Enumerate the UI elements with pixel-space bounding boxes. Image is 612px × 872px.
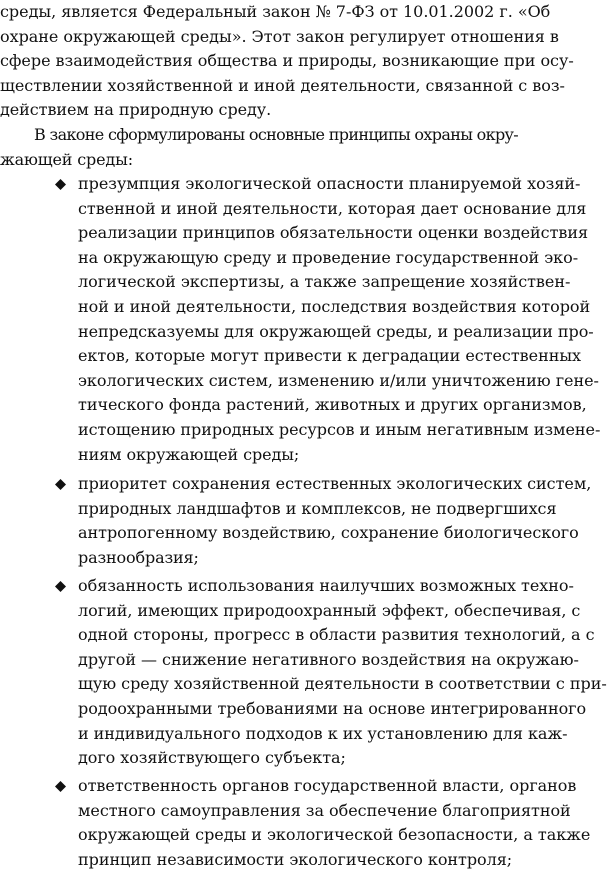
text-line: окружающей среды и экологической безопасности, а также	[78, 825, 591, 845]
text-line: экологических систем, изменению и/или уничтожению гене-	[78, 370, 599, 390]
text-line: разнообразия;	[78, 547, 199, 567]
principle-text	[78, 574, 612, 771]
text-line: ществлении хозяйственной и иной деятельности, связанной с воз-	[0, 75, 565, 95]
text-line: щую среду хозяйственной деятельности в соответствии с при-	[78, 674, 607, 694]
text-line: местного самоуправления за обеспечение благоприятной	[78, 800, 571, 820]
text-line: В законе сформулированы основные принципы охраны окру-	[34, 125, 519, 144]
diamond-bullet-icon	[54, 478, 66, 490]
text-line: тического фонда растений, животных и других организмов,	[78, 395, 587, 415]
text-line: природных ландшафтов и комплексов, не подвергшихся	[78, 498, 557, 518]
text-line: одной стороны, прогресс в области развития технологий, а с	[78, 625, 595, 645]
text-line: на окружающую среду и проведение государственной эко-	[78, 247, 579, 267]
principle-text	[78, 472, 612, 570]
diamond-bullet-icon	[54, 178, 66, 190]
principle-text	[78, 172, 612, 467]
text-line: действием на природную среду.	[0, 100, 272, 120]
text-line: приоритет сохранения естественных экологических систем,	[78, 474, 592, 493]
text-line: жающей среды:	[0, 149, 133, 169]
text-line: среды, является Федеральный закон № 7-ФЗ от 10.01.2002 г. «Об	[0, 2, 551, 21]
intro-paragraph	[0, 0, 612, 123]
text-line: непредсказуемы для окружающей среды, и реализации про-	[78, 321, 594, 341]
text-line: ственной и иной деятельности, которая дает основание для	[78, 198, 587, 218]
text-line: другой — снижение негативного воздействия на окружаю-	[78, 649, 579, 669]
principles-intro-paragraph	[0, 123, 612, 172]
principle-text	[78, 774, 612, 872]
text-line: принцип независимости экологического контроля;	[78, 849, 513, 869]
text-line: ектов, которые могут привести к деградации естественных	[78, 346, 582, 366]
text-line: обязанность использования наилучших возможных техно-	[78, 576, 574, 595]
text-line: охране окружающей среды». Этот закон регулирует отношения в	[0, 26, 559, 46]
text-line: презумпция экологической опасности планируемой хозяй-	[78, 174, 581, 193]
text-line: реализации принципов обязательности оценки воздействия	[78, 223, 589, 243]
diamond-bullet-icon	[54, 780, 66, 792]
text-line: логической экспертизы, а также запрещение хозяйствен-	[78, 272, 571, 292]
text-line: логий, имеющих природоохранный эффект, обеспечивая, с	[78, 600, 581, 620]
text-line: антропогенному воздействию, сохранение биологического	[78, 523, 579, 543]
text-line: ниям окружающей среды;	[78, 444, 300, 464]
text-line: родоохранными требованиями на основе интегрированного	[78, 698, 587, 718]
text-line: дого хозяйствующего субъекта;	[78, 748, 346, 768]
text-line: и индивидуального подходов к их установлению для каж-	[78, 723, 568, 743]
text-line: сфере взаимодействия общества и природы, возникающие при осу-	[0, 51, 574, 71]
diamond-bullet-icon	[54, 580, 66, 592]
text-line: ответственность органов государственной власти, органов	[78, 776, 577, 795]
text-line: ной и иной деятельности, последствия воздействия которой	[78, 296, 591, 316]
text-line: истощению природных ресурсов и иным негативным измене-	[78, 419, 601, 439]
